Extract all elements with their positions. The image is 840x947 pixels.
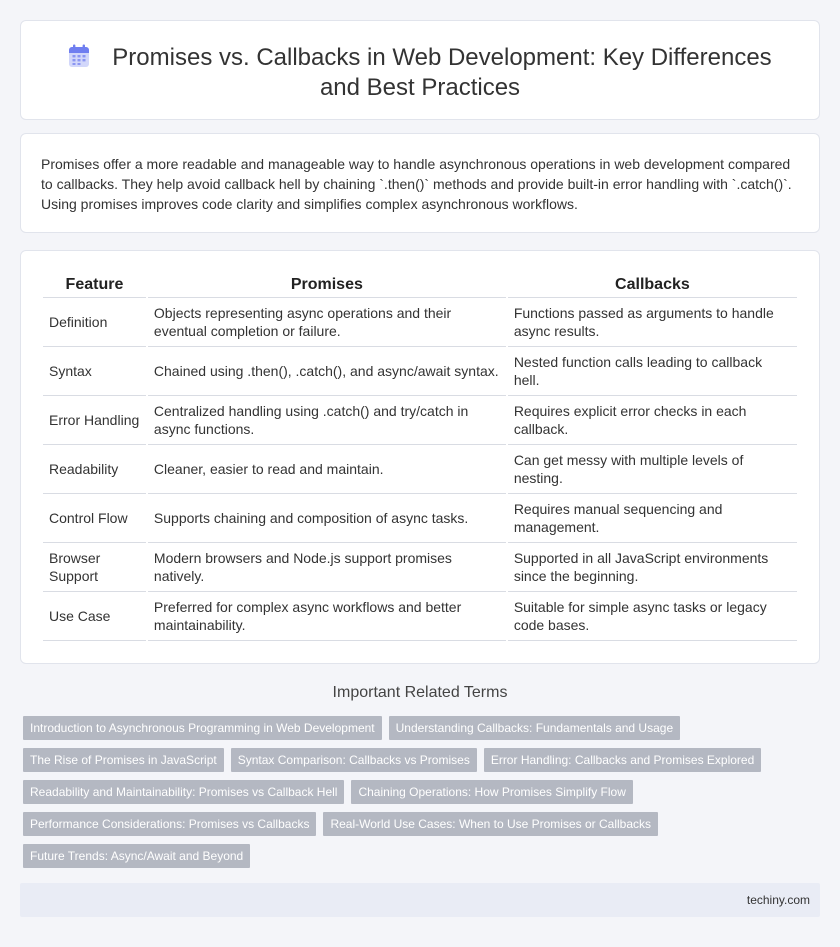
table-row (43, 445, 797, 494)
page-title-wrap (21, 43, 819, 103)
related-term-tag[interactable]: Understanding Callbacks: Fundamentals and Usage (389, 716, 681, 740)
callbacks-cell: Supported in all JavaScript environments since the beginning. (508, 543, 797, 592)
tag-row (23, 748, 803, 772)
summary-text: Promises offer a more readable and manageable way to handle asynchronous operations in web development compared to callbacks. They help avoid callback hell by chaining `.then()` methods and provide built-in error handling with `.catch()`. Using promises improves code clarity and simplifies complex asynchronous workflows. (41, 156, 792, 212)
table-row (43, 494, 797, 543)
table-row (43, 298, 797, 347)
related-term-tag[interactable]: Syntax Comparison: Callbacks vs Promises (231, 748, 477, 772)
promises-cell: Preferred for complex async workflows and better maintainability. (148, 592, 506, 641)
table-row (43, 592, 797, 641)
related-term-tag[interactable]: Performance Considerations: Promises vs Callbacks (23, 812, 316, 836)
related-term-tag[interactable]: The Rise of Promises in JavaScript (23, 748, 224, 772)
page-title: Promises vs. Callbacks in Web Development: Key Differences and Best Practices (112, 44, 772, 101)
feature-cell: Browser Support (43, 543, 146, 592)
promises-cell: Modern browsers and Node.js support promises natively. (148, 543, 506, 592)
column-header-callbacks: Callbacks (508, 274, 797, 298)
related-term-tag[interactable]: Real-World Use Cases: When to Use Promises or Callbacks (323, 812, 658, 836)
footer-bar (20, 883, 820, 917)
header-card (20, 20, 820, 120)
feature-cell: Syntax (43, 347, 146, 396)
related-terms-tags (23, 716, 803, 876)
related-term-tag[interactable]: Error Handling: Callbacks and Promises Explored (484, 748, 761, 772)
feature-cell: Definition (43, 298, 146, 347)
callbacks-cell: Requires manual sequencing and management. (508, 494, 797, 543)
tag-row (23, 780, 803, 804)
feature-cell: Readability (43, 445, 146, 494)
related-terms-title: Important Related Terms (332, 684, 508, 701)
related-term-tag[interactable]: Chaining Operations: How Promises Simplify Flow (351, 780, 632, 804)
column-header-feature: Feature (43, 274, 146, 298)
tag-row (23, 812, 803, 836)
feature-cell: Control Flow (43, 494, 146, 543)
summary-card (20, 133, 820, 233)
table-row (43, 543, 797, 592)
promises-cell: Cleaner, easier to read and maintain. (148, 445, 506, 494)
related-term-tag[interactable]: Readability and Maintainability: Promises vs Callback Hell (23, 780, 344, 804)
comparison-table (41, 274, 799, 641)
related-term-tag[interactable]: Future Trends: Async/Await and Beyond (23, 844, 250, 868)
tag-row (23, 844, 803, 868)
table-row (43, 347, 797, 396)
tag-row (23, 716, 803, 740)
promises-cell: Objects representing async operations and their eventual completion or failure. (148, 298, 506, 347)
callbacks-cell: Functions passed as arguments to handle async results. (508, 298, 797, 347)
promises-cell: Centralized handling using .catch() and try/catch in async functions. (148, 396, 506, 445)
table-row (43, 396, 797, 445)
footer-site-link[interactable]: techiny.com (746, 893, 810, 907)
calendar-icon (68, 44, 90, 68)
comparison-table-card (20, 250, 820, 664)
callbacks-cell: Can get messy with multiple levels of nesting. (508, 445, 797, 494)
callbacks-cell: Requires explicit error checks in each callback. (508, 396, 797, 445)
feature-cell: Use Case (43, 592, 146, 641)
callbacks-cell: Suitable for simple async tasks or legacy code bases. (508, 592, 797, 641)
promises-cell: Supports chaining and composition of async tasks. (148, 494, 506, 543)
feature-cell: Error Handling (43, 396, 146, 445)
related-term-tag[interactable]: Introduction to Asynchronous Programming in Web Development (23, 716, 382, 740)
callbacks-cell: Nested function calls leading to callback hell. (508, 347, 797, 396)
column-header-promises: Promises (148, 274, 506, 298)
table-header-row (43, 274, 797, 298)
promises-cell: Chained using .then(), .catch(), and async/await syntax. (148, 347, 506, 396)
